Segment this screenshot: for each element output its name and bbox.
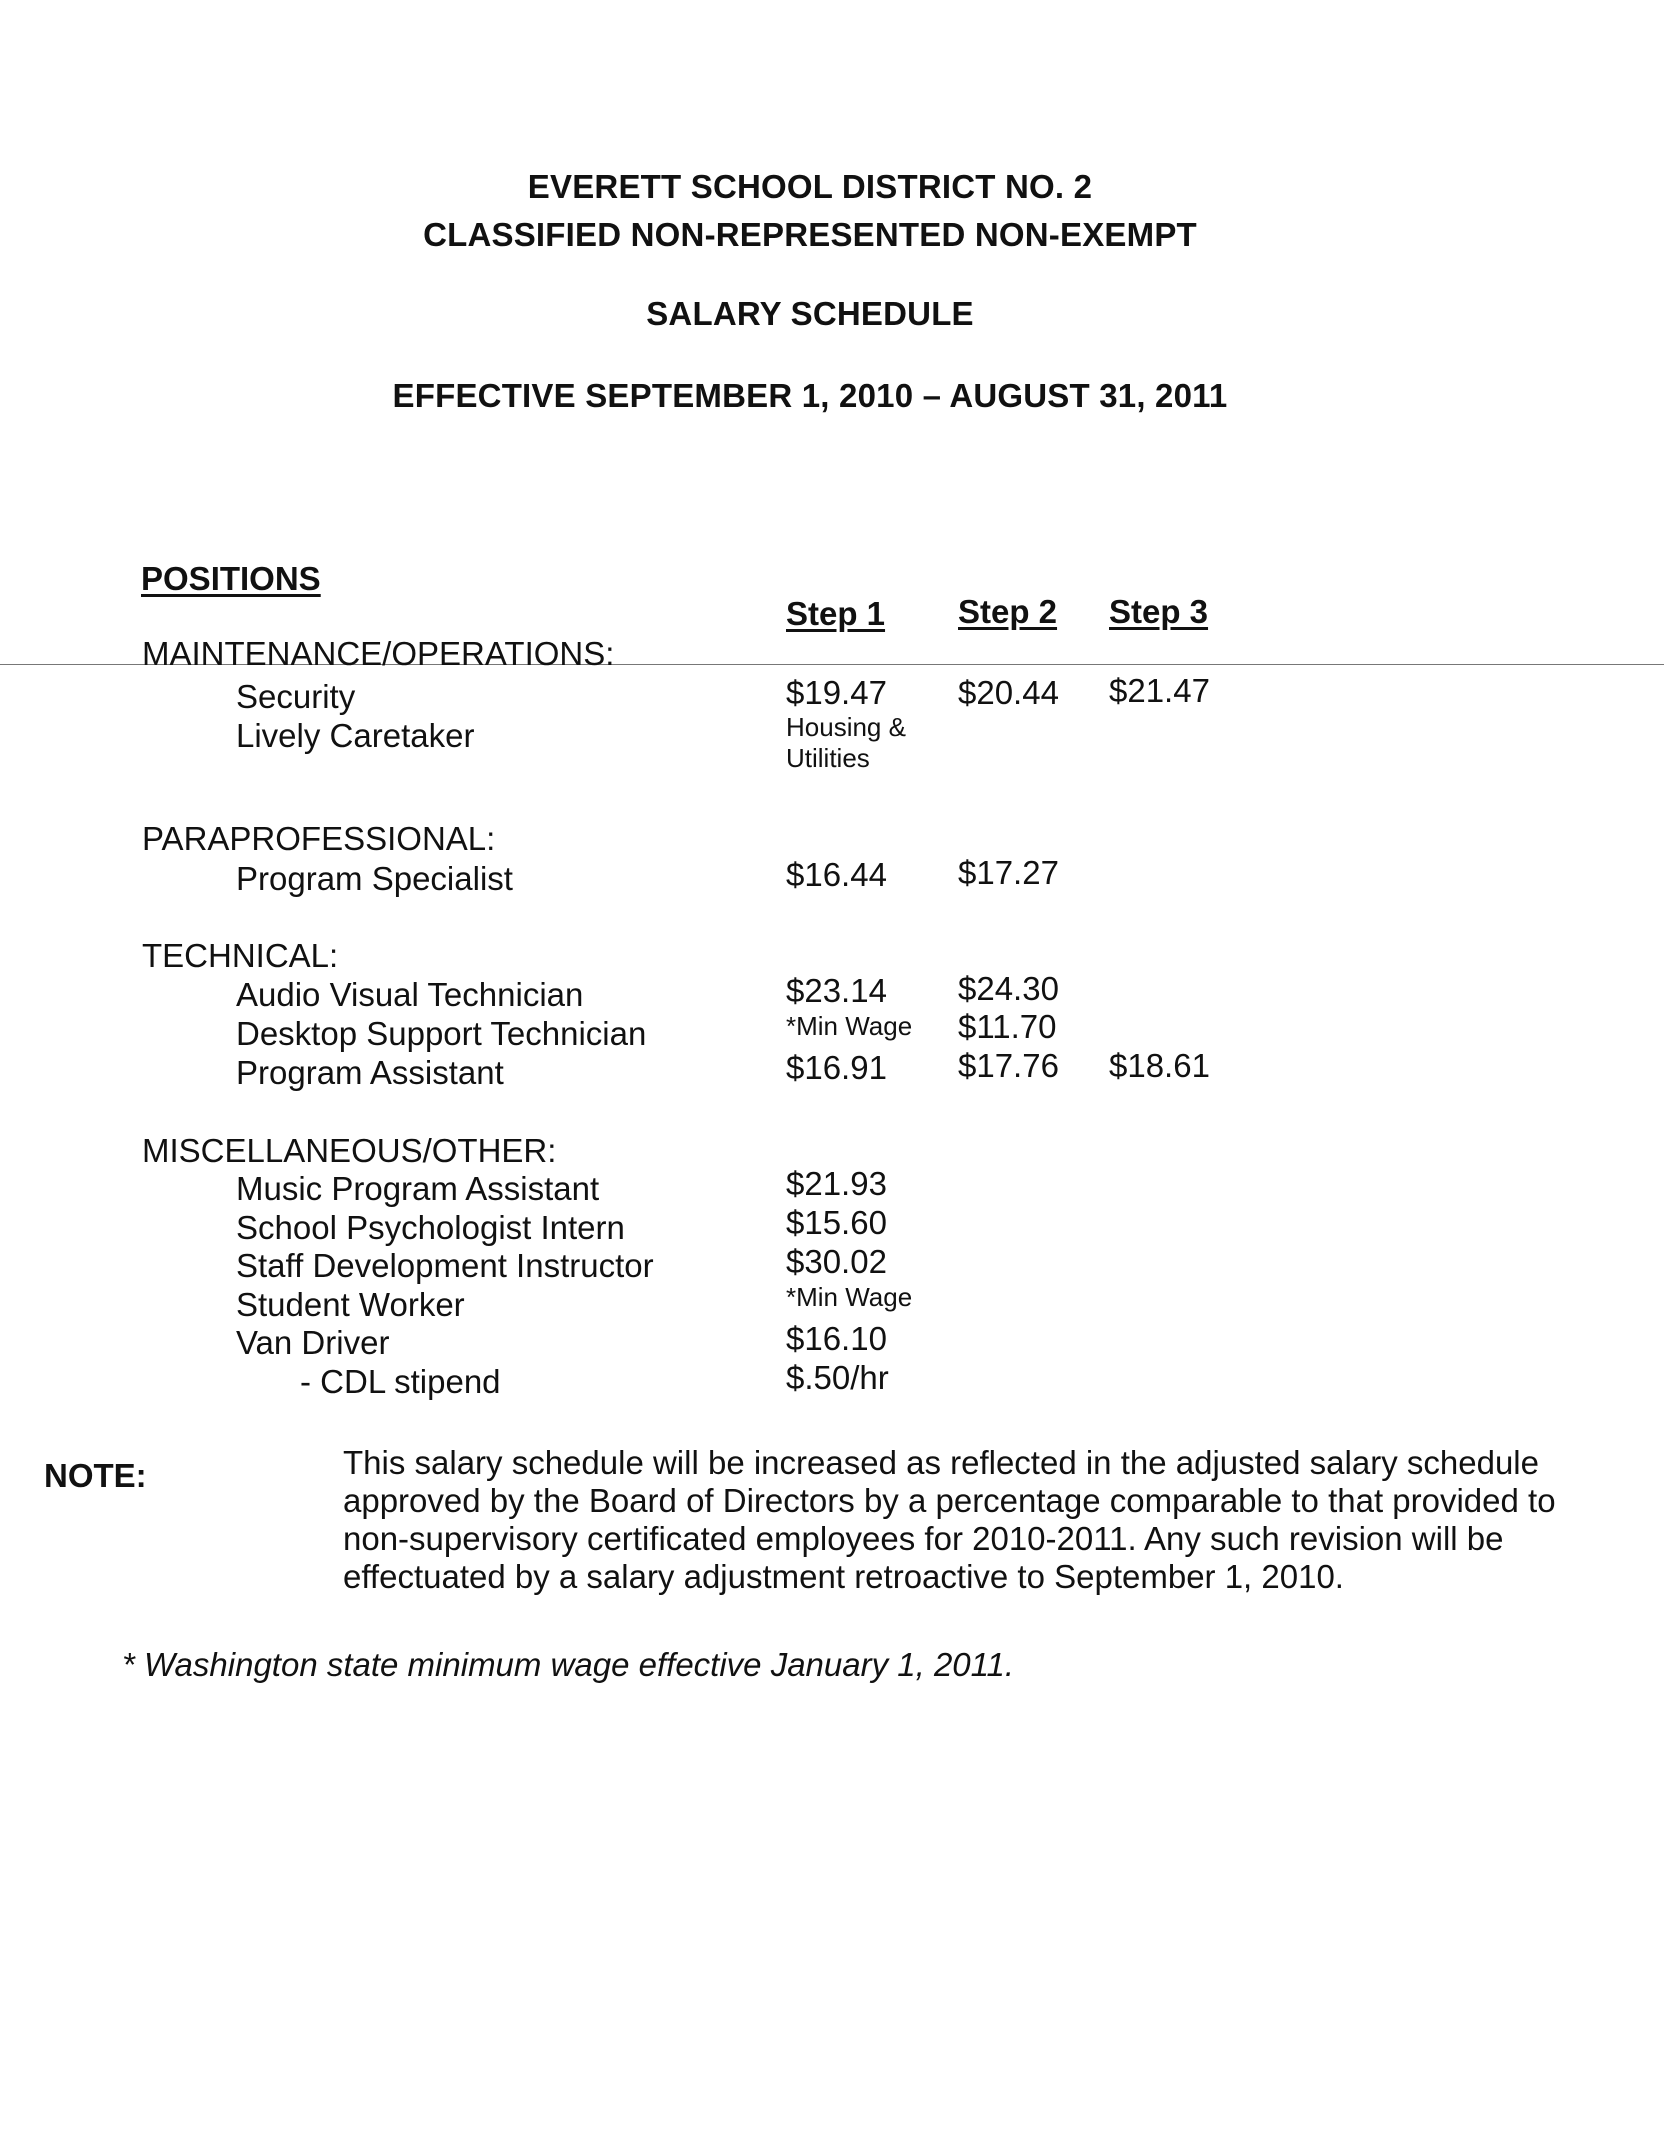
music-program-assistant-step1: $21.93 — [786, 1165, 887, 1202]
position-music-program-assistant: Music Program Assistant — [236, 1170, 600, 1207]
positions-heading: POSITIONS — [141, 560, 321, 597]
position-audio-visual-technician: Audio Visual Technician — [236, 976, 584, 1013]
av-technician-step1: $23.14 — [786, 972, 887, 1009]
program-assistant-step1: $16.91 — [786, 1049, 887, 1086]
program-assistant-step2: $17.76 — [958, 1047, 1059, 1084]
cdl-stipend-step1: $.50/hr — [786, 1359, 889, 1396]
position-security: Security — [236, 678, 356, 715]
lively-caretaker-step1: Housing & Utilities — [786, 712, 906, 773]
desktop-support-step1: *Min Wage — [786, 1011, 913, 1041]
security-step2: $20.44 — [958, 674, 1059, 711]
position-staff-development-instructor: Staff Development Instructor — [236, 1247, 654, 1284]
position-desktop-support-technician: Desktop Support Technician — [236, 1015, 647, 1052]
position-van-driver: Van Driver — [236, 1324, 390, 1361]
desktop-support-step2: $11.70 — [958, 1008, 1057, 1045]
note-text: This salary schedule will be increased as reflected in the adjusted salary schedule approved by the Board of Directors by a percentage comparable to that provided to non-supervisory certificated employees for 2010-2011. Any such revision will be effectuated by a salary adjustment retroactive to September 1, 2010. — [343, 1444, 1556, 1595]
schedule-subtitle: CLASSIFIED NON-REPRESENTED NON-EXEMPT — [423, 216, 1197, 253]
step-3-header: Step 3 — [1109, 593, 1209, 630]
position-program-assistant: Program Assistant — [236, 1054, 504, 1091]
min-wage-footnote: * Washington state minimum wage effective January 1, 2011. — [122, 1646, 1015, 1683]
effective-dates: EFFECTIVE SEPTEMBER 1, 2010 – AUGUST 31, 2011 — [392, 377, 1228, 414]
position-school-psychologist-intern: School Psychologist Intern — [236, 1209, 625, 1246]
security-step3: $21.47 — [1109, 672, 1210, 709]
program-specialist-step2: $17.27 — [958, 854, 1059, 891]
school-psychologist-intern-step1: $15.60 — [786, 1204, 887, 1241]
category-paraprofessional: PARAPROFESSIONAL: — [142, 820, 496, 857]
category-technical: TECHNICAL: — [142, 937, 339, 974]
category-maintenance-operations: MAINTENANCE/OPERATIONS: — [142, 635, 615, 672]
position-cdl-stipend: - CDL stipend — [300, 1363, 501, 1400]
program-specialist-step1: $16.44 — [786, 856, 887, 893]
security-step1: $19.47 — [786, 674, 887, 711]
note-label: NOTE: — [44, 1457, 147, 1494]
van-driver-step1: $16.10 — [786, 1320, 887, 1357]
schedule-title: SALARY SCHEDULE — [646, 295, 974, 332]
student-worker-step1: *Min Wage — [786, 1282, 913, 1312]
position-lively-caretaker: Lively Caretaker — [236, 717, 475, 754]
staff-development-instructor-step1: $30.02 — [786, 1243, 887, 1280]
district-title: EVERETT SCHOOL DISTRICT NO. 2 — [527, 168, 1093, 205]
step-2-header: Step 2 — [958, 593, 1058, 630]
position-program-specialist: Program Specialist — [236, 860, 513, 897]
step-1-header: Step 1 — [786, 595, 886, 632]
program-assistant-step3: $18.61 — [1109, 1047, 1210, 1084]
position-student-worker: Student Worker — [236, 1286, 465, 1323]
category-miscellaneous-other: MISCELLANEOUS/OTHER: — [142, 1132, 557, 1169]
av-technician-step2: $24.30 — [958, 970, 1059, 1007]
